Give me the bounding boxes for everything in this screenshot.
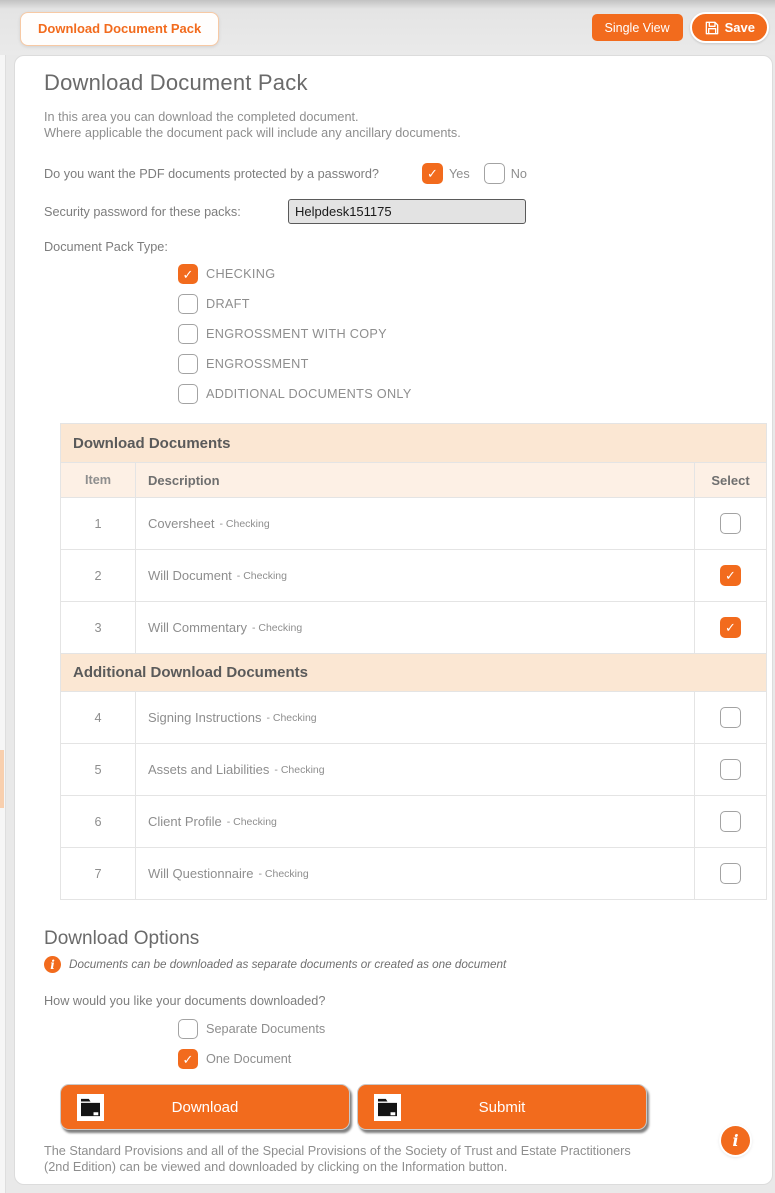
intro-line-2: Where applicable the document pack will include any ancillary documents. <box>44 126 461 140</box>
checking-label: CHECKING <box>206 267 276 281</box>
document-name: Signing Instructions <box>148 710 262 725</box>
password-question-label: Do you want the PDF documents protected by a password? <box>44 166 379 181</box>
row-description <box>136 498 695 549</box>
document-variant: - Checking <box>236 569 287 582</box>
download-documents-table <box>60 423 767 900</box>
column-header-item: Item <box>61 463 136 497</box>
coversheet-select-checkbox[interactable] <box>720 513 741 534</box>
row-description <box>136 550 695 601</box>
password-no-checkbox[interactable] <box>484 163 505 184</box>
download-documents-section-header: Download Documents <box>61 424 766 462</box>
pack-type-engrossment-with-copy <box>178 324 750 344</box>
information-button[interactable]: i <box>721 1126 750 1155</box>
pack-type-label: Document Pack Type: <box>44 240 168 254</box>
row-item-number: 7 <box>61 848 136 899</box>
row-description <box>136 692 695 743</box>
will-questionnaire-select-checkbox[interactable] <box>720 863 741 884</box>
document-name: Coversheet <box>148 516 215 531</box>
pack-type-list <box>178 264 750 404</box>
additional-documents-only-label: ADDITIONAL DOCUMENTS ONLY <box>206 387 412 401</box>
row-item-number: 6 <box>61 796 136 847</box>
document-name: Will Commentary <box>148 620 247 635</box>
single-view-button[interactable]: Single View <box>592 14 683 41</box>
row-description <box>136 602 695 653</box>
separate-documents-checkbox[interactable] <box>178 1019 198 1039</box>
table-row <box>61 549 766 601</box>
document-variant: - Checking <box>266 711 317 724</box>
row-item-number: 5 <box>61 744 136 795</box>
engrossment-checkbox[interactable] <box>178 354 198 374</box>
floppy-disk-icon <box>704 20 720 36</box>
intro-text <box>44 109 750 141</box>
provisions-note <box>44 1143 664 1175</box>
additional-documents-only-checkbox[interactable] <box>178 384 198 404</box>
download-method-options <box>178 1019 750 1069</box>
row-item-number: 4 <box>61 692 136 743</box>
row-description <box>136 848 695 899</box>
row-item-number: 1 <box>61 498 136 549</box>
save-button[interactable] <box>690 12 769 43</box>
table-row <box>61 743 766 795</box>
tab-download-document-pack[interactable]: Download Document Pack <box>20 12 219 46</box>
intro-line-1: In this area you can download the completed document. <box>44 110 359 124</box>
column-header-description: Description <box>136 463 695 497</box>
security-password-label: Security password for these packs: <box>44 204 241 219</box>
document-variant: - Checking <box>226 815 277 828</box>
action-buttons <box>60 1084 750 1130</box>
assets-liabilities-select-checkbox[interactable] <box>720 759 741 780</box>
signing-instructions-select-checkbox[interactable] <box>720 707 741 728</box>
engrossment-label: ENGROSSMENT <box>206 357 309 371</box>
pack-type-additional-documents-only <box>178 384 750 404</box>
document-name: Client Profile <box>148 814 222 829</box>
table-column-header <box>61 462 766 497</box>
password-protect-row <box>44 163 750 184</box>
document-name: Assets and Liabilities <box>148 762 270 777</box>
password-yes-checkbox[interactable] <box>422 163 443 184</box>
topbar-actions <box>592 0 769 55</box>
left-rail-fragment <box>0 750 4 808</box>
provisions-note-line-2: (2nd Edition) can be viewed and downloaded by clicking on the Information button. <box>44 1160 508 1174</box>
download-button[interactable] <box>60 1084 350 1130</box>
pack-type-draft <box>178 294 750 314</box>
download-method-question: How would you like your documents downloaded? <box>44 994 326 1008</box>
document-variant: - Checking <box>274 763 325 776</box>
submit-button-label: Submit <box>478 1098 526 1116</box>
content-panel <box>14 55 773 1185</box>
info-circle-icon: i <box>44 956 61 973</box>
document-name: Will Questionnaire <box>148 866 254 881</box>
will-commentary-select-checkbox[interactable] <box>720 617 741 638</box>
pack-type-checking <box>178 264 750 284</box>
one-document-label: One Document <box>206 1052 292 1066</box>
option-one-document <box>178 1049 750 1069</box>
security-password-row <box>44 199 750 224</box>
pack-type-engrossment <box>178 354 750 374</box>
document-variant: - Checking <box>219 517 270 530</box>
left-rail <box>0 55 6 1193</box>
download-options-note <box>44 956 750 973</box>
client-profile-select-checkbox[interactable] <box>720 811 741 832</box>
draft-label: DRAFT <box>206 297 250 311</box>
save-button-label: Save <box>724 20 755 35</box>
download-options-note-text: Documents can be downloaded as separate documents or created as one document <box>69 958 507 971</box>
column-header-select: Select <box>711 472 750 488</box>
table-row <box>61 601 766 653</box>
row-description <box>136 796 695 847</box>
draft-checkbox[interactable] <box>178 294 198 314</box>
document-variant: - Checking <box>251 621 303 634</box>
table-row <box>61 691 766 743</box>
table-row <box>61 497 766 549</box>
one-document-checkbox[interactable] <box>178 1049 198 1069</box>
table-row <box>61 847 766 899</box>
checking-checkbox[interactable] <box>178 264 198 284</box>
will-document-select-checkbox[interactable] <box>720 565 741 586</box>
row-item-number: 2 <box>61 550 136 601</box>
submit-button[interactable] <box>357 1084 647 1130</box>
download-options-title: Download Options <box>44 928 200 949</box>
table-row <box>61 795 766 847</box>
password-no-label: No <box>510 166 527 181</box>
row-item-number: 3 <box>61 602 136 653</box>
additional-documents-section-header: Additional Download Documents <box>61 653 766 691</box>
engrossment-with-copy-label: ENGROSSMENT WITH COPY <box>206 327 387 341</box>
security-password-input[interactable] <box>288 199 526 224</box>
provisions-note-line-1: The Standard Provisions and all of the Special Provisions of the Society of Trust and Estate Practitioners <box>44 1144 631 1158</box>
document-variant: - Checking <box>258 867 309 880</box>
engrossment-with-copy-checkbox[interactable] <box>178 324 198 344</box>
page-title: Download Document Pack <box>44 70 308 95</box>
separate-documents-label: Separate Documents <box>206 1022 326 1036</box>
document-name: Will Document <box>148 568 232 583</box>
topbar <box>0 0 775 55</box>
download-button-label: Download <box>171 1098 239 1116</box>
password-yes-label: Yes <box>449 166 470 181</box>
row-description <box>136 744 695 795</box>
option-separate-documents <box>178 1019 750 1039</box>
